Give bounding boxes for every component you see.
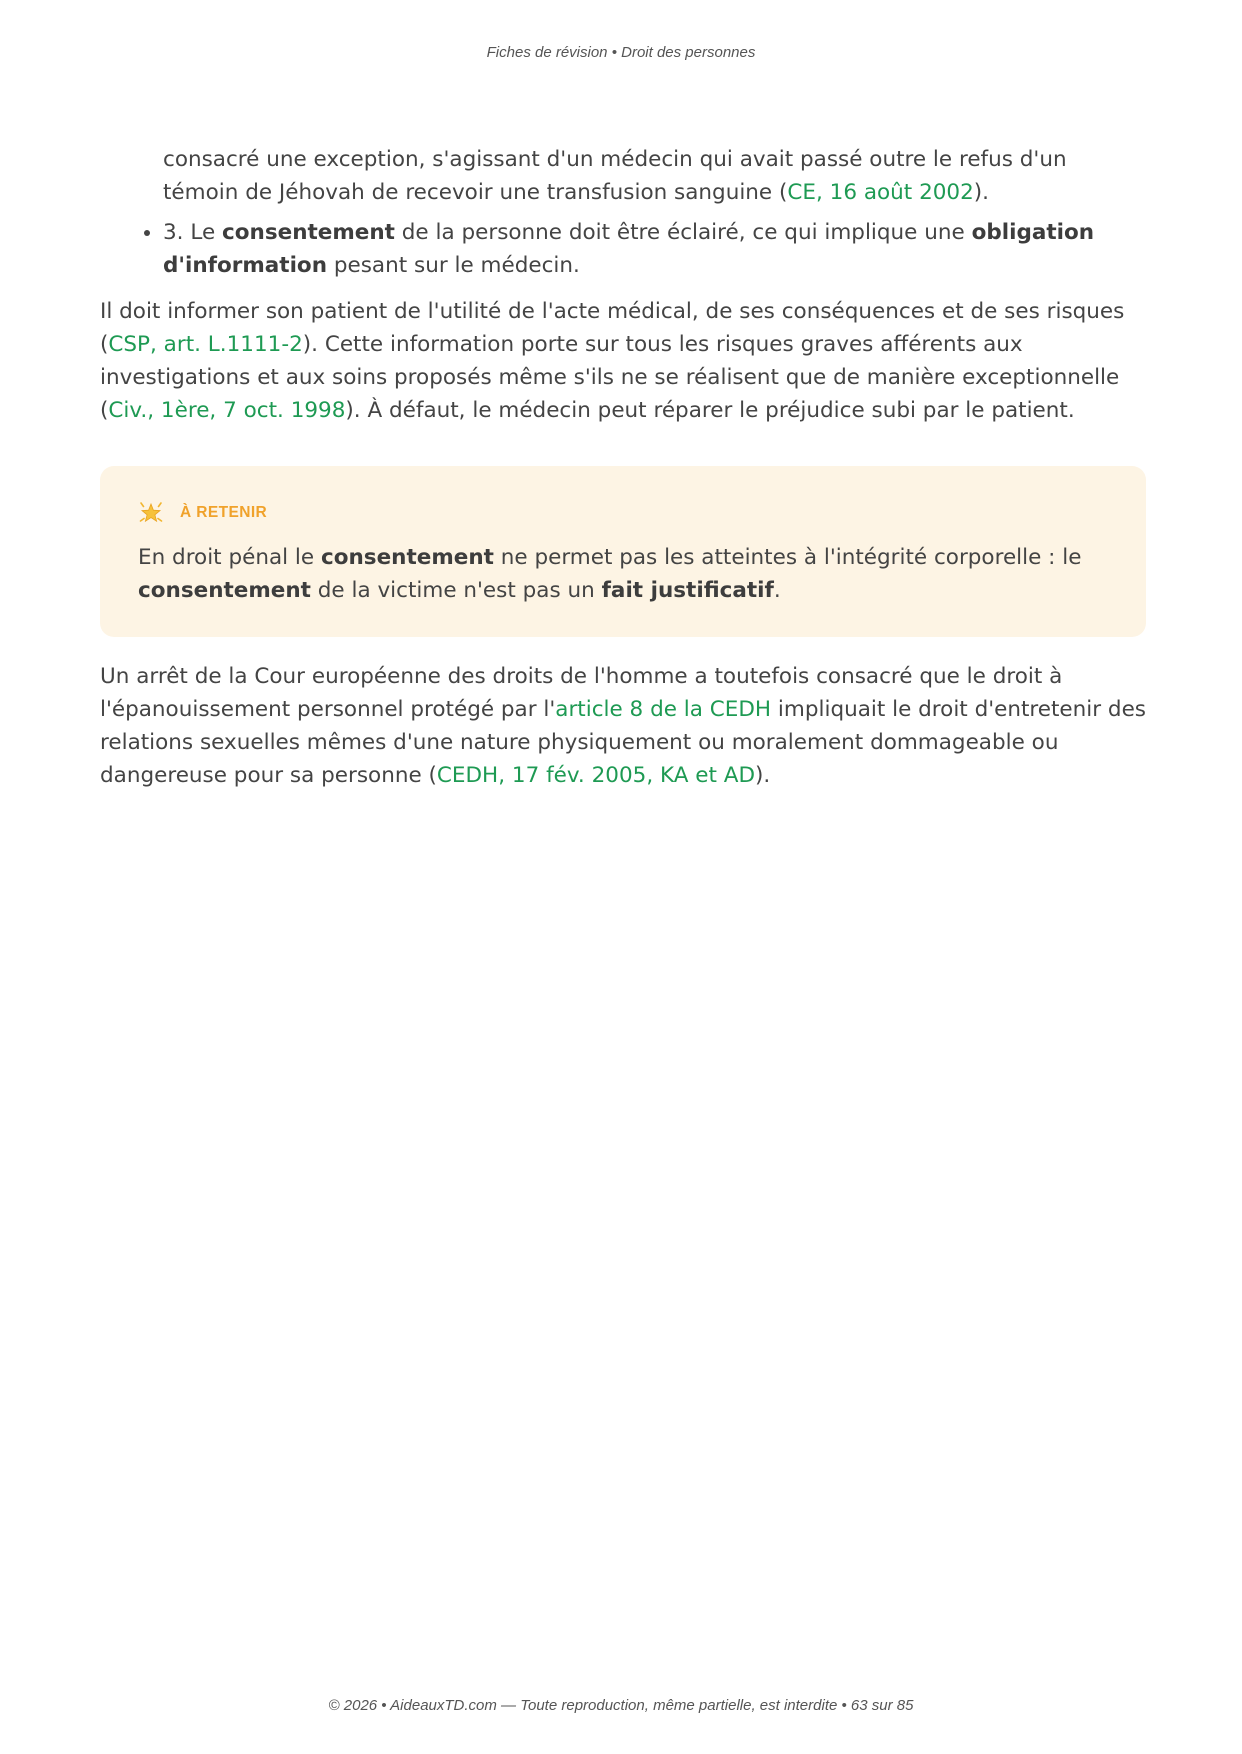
citation-link-ce-2002[interactable]: CE, 16 août 2002 [787,180,974,205]
bold-term-consentement: consentement [138,578,311,603]
retenir-callout [100,466,1146,637]
callout-header [138,496,1110,529]
star-icon [138,500,164,526]
citation-link-civ-1998[interactable]: Civ., 1ère, 7 oct. 1998 [108,398,346,423]
bold-term-consentement: consentement [320,545,494,570]
paragraph-information: Il doit informer son patient de l'utilité de l'acte médical, de ses conséquences et de ses risques (CSP, art. L.1111-2). Cette information porte sur tous les risques graves afférents aux investigations et aux soins proposés même s'ils ne se réalisent que de manière exceptionnelle (Civ., 1ère, 7 oct. 1998). À défaut, le médecin peut réparer le préjudice subi par le patient. [100,299,1125,423]
callout-title: À RETENIR [180,504,268,521]
continuation-paragraph: consacré une exception, s'agissant d'un médecin qui avait passé outre le refus d'un témoin de Jéhovah de recevoir une transfusion sanguine (CE, 16 août 2002). [163,147,1067,205]
bold-term-consentement: consentement [222,220,395,245]
citation-link-article-8-cedh[interactable]: article 8 de la CEDH [555,697,772,722]
bold-term-fait-justificatif: fait justificatif [601,578,774,603]
main-content [100,143,1146,792]
paragraph-cedh: Un arrêt de la Cour européenne des droits de l'homme a toutefois consacré que le droit à l'épanouissement personnel protégé par l'article 8 de la CEDH impliquait le droit d'entretenir des relations sexuelles mêmes d'une nature physiquement ou moralement dommageable ou dangereuse pour sa personne (CEDH, 17 fév. 2005, KA et AD). [100,664,1147,788]
callout-text: En droit pénal le consentement ne permet pas les atteintes à l'intégrité corporelle : le consentement de la victime n'est pas un fait justificatif. [138,545,1082,603]
bold-term-obligation-information: obligation d'information [163,220,1095,278]
bullet-list [100,216,1146,282]
page-footer: © 2026 • AideauxTD.com — Toute reproduction, même partielle, est interdite • 63 sur 85 [328,1697,914,1714]
citation-link-csp[interactable]: CSP, art. L.1111-2 [108,332,303,357]
citation-link-cedh-2005[interactable]: CEDH, 17 fév. 2005, KA et AD [436,763,756,788]
page-header: Fiches de révision • Droit des personnes [486,44,756,61]
list-item-3: • 3. Le consentement de la personne doit être éclairé, ce qui implique une obligation d'information pesant sur le médecin. [163,216,1146,282]
